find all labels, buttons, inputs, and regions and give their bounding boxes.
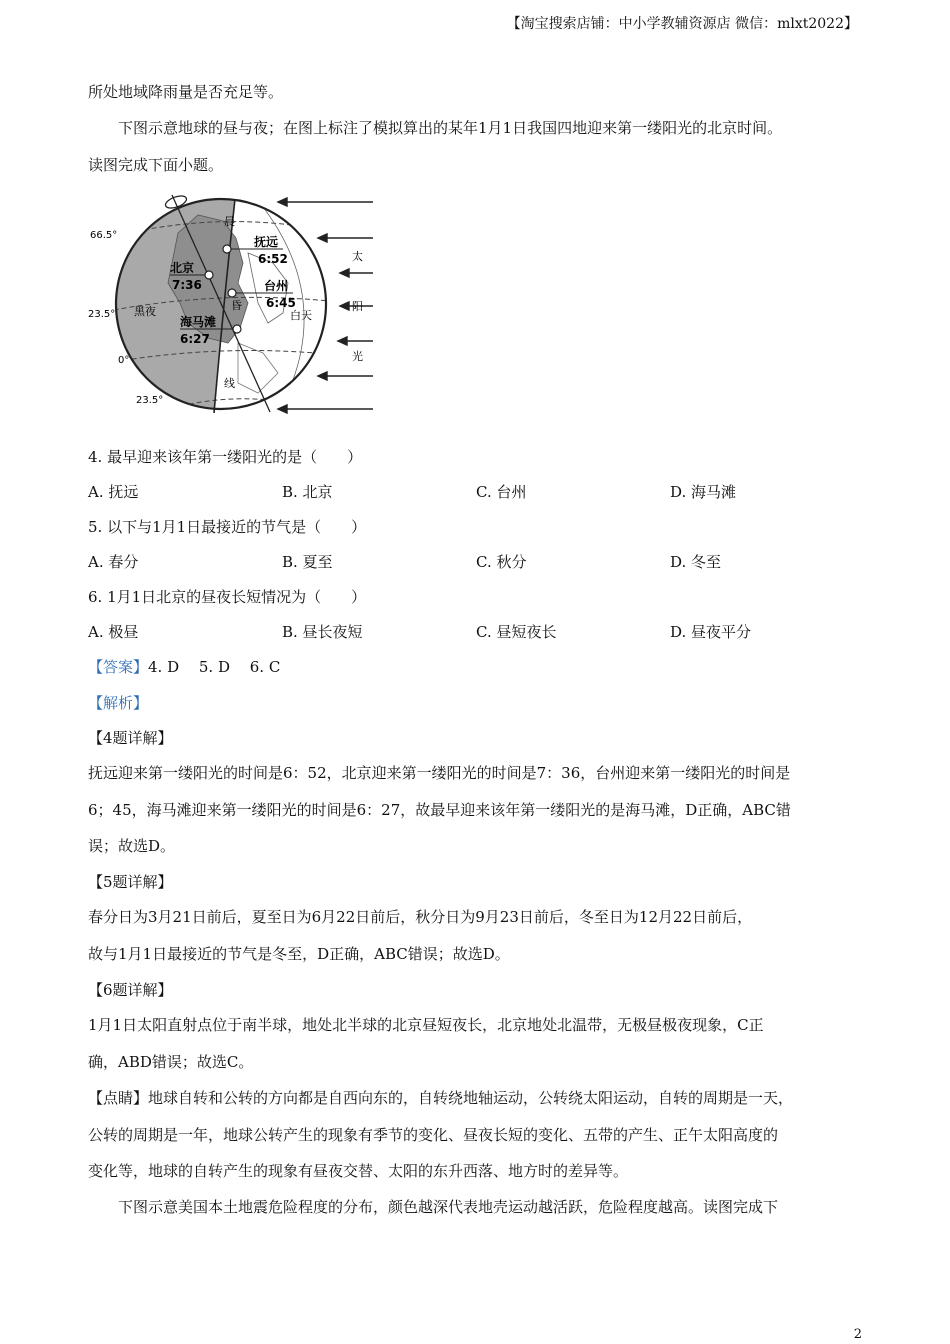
analysis-label: 【解析】 <box>88 694 149 712</box>
q4-option-d: D. 海马滩 <box>670 483 737 501</box>
place-name-taizhou: 台州 <box>264 279 289 293</box>
detail6-title: 【6题详解】 <box>88 981 173 999</box>
place-name-beijing: 北京 <box>170 261 195 275</box>
q5-option-a: A. 春分 <box>88 553 139 571</box>
q6-option-c: C. 昼短夜长 <box>476 623 557 641</box>
lat-label-23-5-north: 23.5° <box>88 309 116 320</box>
sun-char-0: 太 <box>352 250 363 263</box>
q5-option-d: D. 冬至 <box>670 553 722 571</box>
tip-line-2: 公转的周期是一年，地球公转产生的现象有季节的变化、昼夜长短的变化、五带的产生、正午太阳高度的 <box>88 1126 779 1144</box>
q5-option-c: C. 秋分 <box>476 553 527 571</box>
next-intro-line: 下图示意美国本土地震危险程度的分布，颜色越深代表地壳运动越活跃，危险程度越高。读图完成下 <box>118 1198 779 1216</box>
tip-text-1: 地球自转和公转的方向都是自西向东的，自转绕地轴运动，公转绕太阳运动，自转的周期是一天， <box>148 1089 794 1107</box>
terminator-char-0: 晨 <box>224 215 235 228</box>
detail5-title: 【5题详解】 <box>88 873 173 891</box>
night-label: 黑夜 <box>134 305 156 318</box>
tip-line-1 <box>88 1088 793 1108</box>
intro-line-2: 读图完成下面小题。 <box>88 156 224 174</box>
place-time-fuyuan: 6:52 <box>258 252 288 266</box>
intro-line-1: 下图示意地球的昼与夜；在图上标注了模拟算出的某年1月1日我国四地迎来第一缕阳光的北京时间。 <box>118 119 783 137</box>
detail5-line-1: 春分日为3月21日前后，夏至日为6月22日前后，秋分日为9月23日前后，冬至日为12月22日前后， <box>88 908 753 926</box>
place-time-taizhou: 6:45 <box>266 296 296 310</box>
place-time-beijing: 7:36 <box>172 278 202 292</box>
day-label: 白天 <box>290 309 312 322</box>
q4-option-a: A. 抚远 <box>88 483 139 501</box>
terminator-char-2: 线 <box>224 377 235 390</box>
detail4-line-3: 误；故选D。 <box>88 837 176 855</box>
detail5-line-2: 故与1月1日最接近的节气是冬至，D正确，ABC错误；故选D。 <box>88 945 510 963</box>
q5-option-b: B. 夏至 <box>282 553 333 571</box>
detail4-line-1: 抚远迎来第一缕阳光的时间是6：52，北京迎来第一缕阳光的时间是7：36，台州迎来第一缕阳光的时间是 <box>88 764 791 782</box>
terminator-char-1: 昏 <box>231 299 242 312</box>
page-number: 2 <box>853 1327 862 1342</box>
q4-option-c: C. 台州 <box>476 483 527 501</box>
answer-label: 【答案】 <box>88 658 149 676</box>
q4-stem: 4. 最早迎来该年第一缕阳光的是（ ） <box>88 448 363 466</box>
q6-option-b: B. 昼长夜短 <box>282 623 363 641</box>
detail6-line-1: 1月1日太阳直射点位于南半球，地处北半球的北京昼短夜长，北京地处北温带，无极昼极夜现象，C正 <box>88 1016 764 1034</box>
tip-label: 【点睛】 <box>88 1089 149 1107</box>
lat-label-66-5: 66.5° <box>90 230 118 241</box>
header-note: 【淘宝搜索店铺：中小学教辅资源店 微信：mlxt2022】 <box>506 16 858 32</box>
answer-line <box>88 657 280 677</box>
sun-char-1: 阳 <box>352 300 363 313</box>
detail6-line-2: 确，ABD错误；故选C。 <box>88 1053 254 1071</box>
place-time-haimatan: 6:27 <box>180 332 210 346</box>
intro-line-0: 所处地域降雨量是否充足等。 <box>88 83 284 101</box>
q5-stem: 5. 以下与1月1日最接近的节气是（ ） <box>88 518 367 536</box>
q6-stem: 6. 1月1日北京的昼夜长短情况为（ ） <box>88 588 367 606</box>
earth-day-night-figure <box>88 193 388 418</box>
detail4-title: 【4题详解】 <box>88 729 173 747</box>
detail4-line-2: 6；45，海马滩迎来第一缕阳光的时间是6：27，故最早迎来该年第一缕阳光的是海马滩，D正确，ABC错 <box>88 801 791 819</box>
place-name-haimatan: 海马滩 <box>180 315 217 329</box>
q6-option-a: A. 极昼 <box>88 623 139 641</box>
q6-option-d: D. 昼夜平分 <box>670 623 752 641</box>
tip-line-3: 变化等，地球的自转产生的现象有昼夜交替、太阳的东升西落、地方时的差异等。 <box>88 1162 629 1180</box>
answer-text: 4. D 5. D 6. C <box>148 658 281 676</box>
q4-option-b: B. 北京 <box>282 483 333 501</box>
place-name-fuyuan: 抚远 <box>254 235 279 249</box>
sun-char-2: 光 <box>352 350 363 363</box>
lat-label-23-5-south: 23.5° <box>136 395 164 406</box>
lat-label-equator: 0° <box>118 355 130 366</box>
